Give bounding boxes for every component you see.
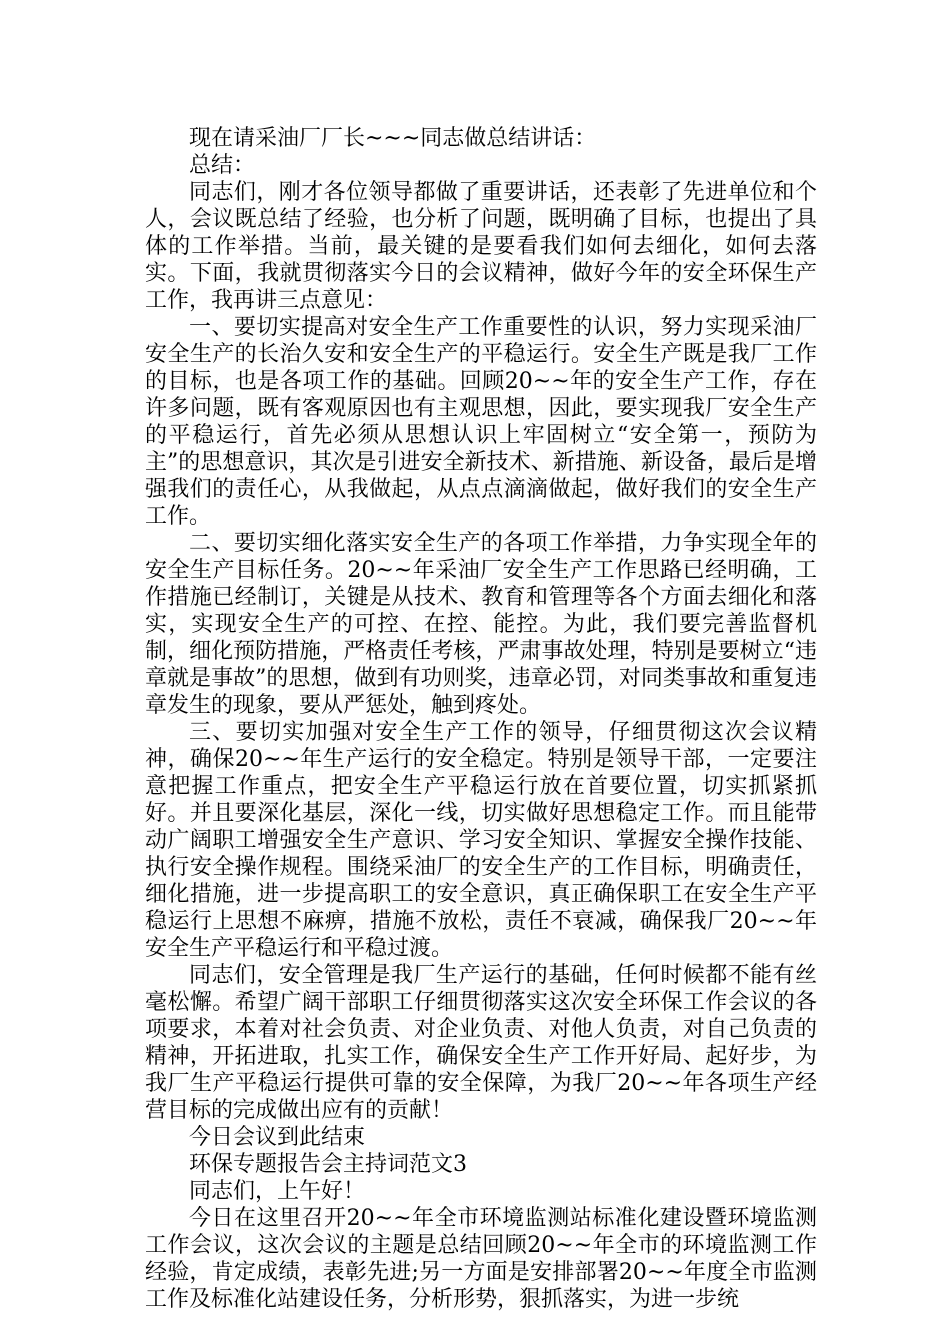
- document-body: [145, 125, 817, 1313]
- paragraph-greeting: 同志们，上午好！: [189, 1179, 366, 1204]
- paragraph-summary-label: 总结：: [189, 153, 256, 178]
- section-heading: 环保专题报告会主持词范文3: [189, 1152, 467, 1177]
- paragraph-closing: 同志们，安全管理是我厂生产运行的基础，任何时候都不能有丝毫松懈。希望广阔干部职工仔细贯彻落实这次安全环保工作会议的各项要求，本着对社会负责、对企业负责、对他人负责，对自己负责的精神，开拓进取，扎实工作，确保安全生产工作开好局、起好步，为我厂生产平稳运行提供可靠的安全保障，为我厂20~~年各项生产经营目标的完成做出应有的贡献！: [145, 963, 817, 1123]
- paragraph-opening: 同志们，刚才各位领导都做了重要讲话，还表彰了先进单位和个人，会议既总结了经验，也分析了问题，既明确了目标，也提出了具体的工作举措。当前，最关键的是要看我们如何去细化，如何去落实。下面，我就贯彻落实今日的会议精神，做好今年的安全环保生产工作，我再讲三点意见：: [145, 180, 817, 313]
- paragraph-point-three: 三、要切实加强对安全生产工作的领导，仔细贯彻这次会议精神，确保20~~年生产运行的安全稳定。特别是领导干部，一定要注意把握工作重点，把安全生产平稳运行放在首要位置，切实抓紧抓好。并且要深化基层，深化一线，切实做好思想稳定工作。而且能带动广阔职工增强安全生产意识、学习安全知识、掌握安全操作技能、执行安全操作规程。围绕采油厂的安全生产的工作目标，明确责任，细化措施，进一步提高职工的安全意识，真正确保职工在安全生产平稳运行上思想不麻痹，措施不放松，责任不衰减，确保我厂20~~年安全生产平稳运行和平稳过渡。: [145, 720, 817, 961]
- paragraph-point-one: 一、要切实提高对安全生产工作重要性的认识，努力实现采油厂安全生产的长治久安和安全生产的平稳运行。安全生产既是我厂工作的目标，也是各项工作的基础。回顾20~~年的安全生产工作，存在许多问题，既有客观原因也有主观思想，因此，要实现我厂安全生产的平稳运行，首先必须从思想认识上牢固树立“安全第一，预防为主”的思想意识，其次是引进安全新技术、新措施、新设备，最后是增强我们的责任心，从我做起，从点点滴滴做起，做好我们的安全生产工作。: [145, 315, 817, 529]
- paragraph-meeting-intro: 今日在这里召开20~~年全市环境监测站标准化建设暨环境监测工作会议，这次会议的主题是总结回顾20~~年全市的环境监测工作经验，肯定成绩，表彰先进;另一方面是安排部署20~~年度全市监测工作及标准化站建设任务，分析形势，狠抓落实，为进一步统: [145, 1206, 817, 1312]
- paragraph-intro: 现在请采油厂厂长~~~同志做总结讲话：: [189, 126, 597, 151]
- paragraph-meeting-end: 今日会议到此结束: [189, 1125, 366, 1150]
- paragraph-point-two: 二、要切实细化落实安全生产的各项工作举措，力争实现全年的安全生产目标任务。20~~年采油厂安全生产工作思路已经明确，工作措施已经制订，关键是从技术、教育和管理等各个方面去细化和落实，实现安全生产的可控、在控、能控。为此，我们要完善监督机制，细化预防措施，严格责任考核，严肃事故处理，特别是要树立“违章就是事故”的思想，做到有功则奖，违章必罚，对同类事故和重复违章发生的现象，要从严惩处，触到疼处。: [145, 531, 817, 718]
